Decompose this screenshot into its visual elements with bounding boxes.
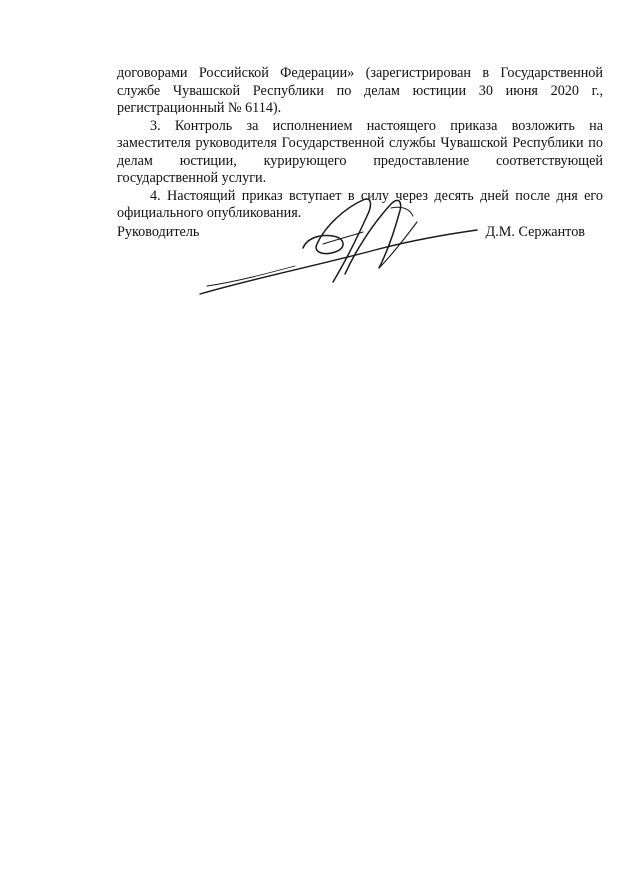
paragraph-3: 3. Контроль за исполнением настоящего приказа возложить на заместителя руководителя Государственной службы Чувашской Республики по делам юстиции, курирующего предоставление соответствующей государственной услуги. (117, 117, 603, 186)
handwritten-signature (195, 186, 485, 301)
signer-name: Д.М. Сержантов (485, 224, 585, 240)
signer-title: Руководитель (117, 224, 200, 240)
paragraph-4: 4. Настоящий приказ вступает в силу через десять дней после дня его официального опубликования. (117, 187, 603, 221)
paragraph-continuation: договорами Российской Федерации» (зарегистрирован в Государственной службе Чувашской Республики по делам юстиции 30 июня 2020 г., регистрационный № 6114). (117, 65, 603, 116)
